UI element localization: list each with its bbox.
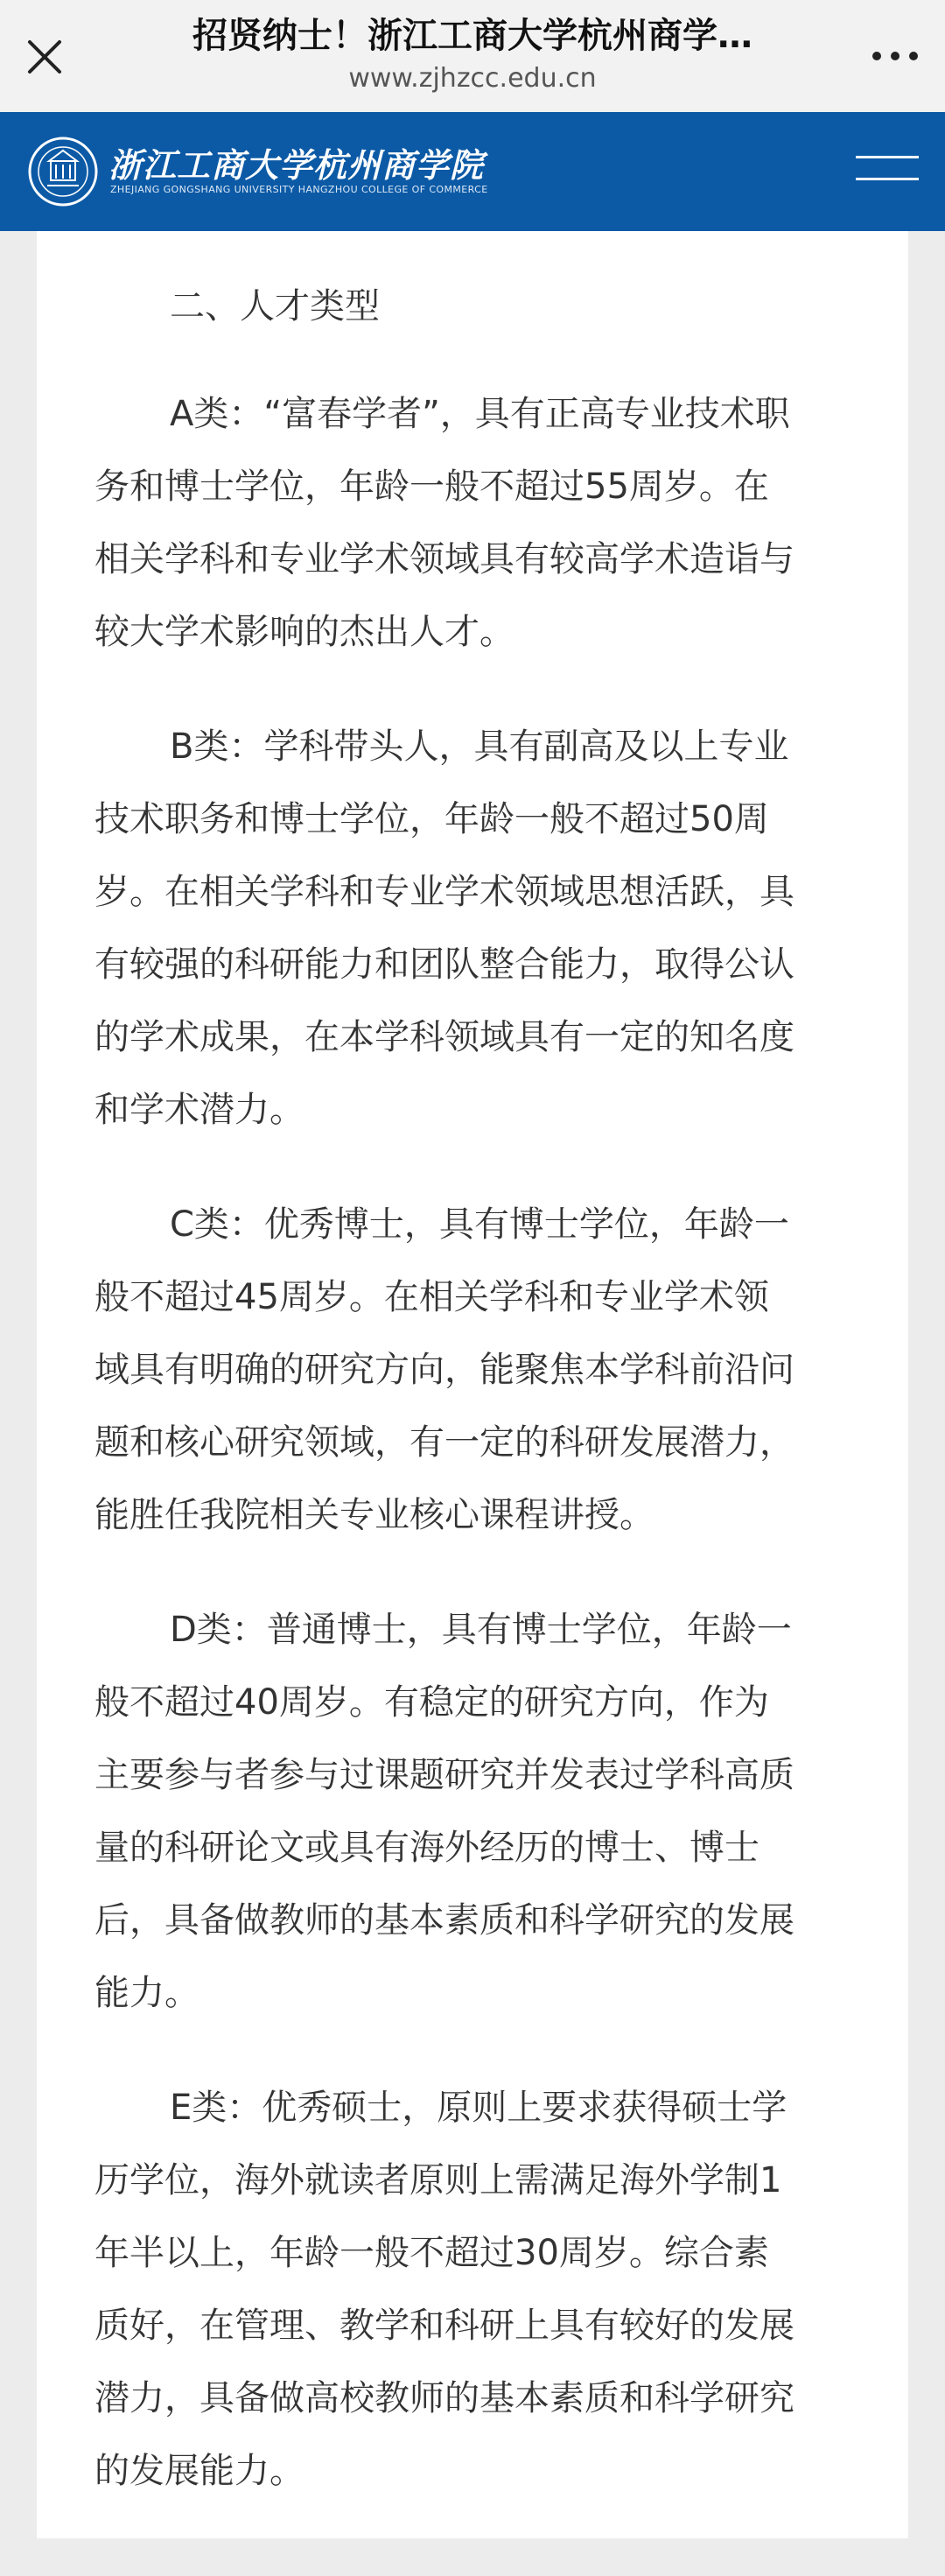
paragraph-line: 相关学科和专业学术领域具有较高学术造诣与 [94, 539, 794, 579]
paragraph-line: 域具有明确的研究方向，能聚焦本学科前沿问 [94, 1350, 794, 1390]
logo-text-chinese: 浙江工商大学杭州商学院 [108, 145, 485, 185]
paragraph-line: 的学术成果，在本学科领域具有一定的知名度 [94, 1017, 794, 1057]
browser-top-bar [0, 0, 945, 112]
paragraph-line: 题和核心研究领域，有一定的科研发展潜力， [94, 1422, 794, 1463]
paragraph-line: A类：“富春学者”，具有正高专业技术职 [170, 394, 790, 434]
talent-type-a-paragraph [94, 378, 847, 669]
page-title: 招贤纳士！浙江工商大学杭州商学… [192, 16, 752, 56]
paragraph-line: C类：优秀博士，具有博士学位，年龄一 [170, 1204, 789, 1245]
paragraph-line: 务和博士学位，年龄一般不超过55周岁。在 [94, 467, 769, 507]
paragraph-line: 量的科研论文或具有海外经历的博士、博士 [94, 1828, 760, 1868]
logo-text-english: ZHEJIANG GONGSHANG UNIVERSITY HANGZHOU COLLEGE OF COMMERCE [110, 184, 488, 195]
paragraph-line: 能胜任我院相关专业核心课程讲授。 [94, 1495, 654, 1535]
paragraph-line: B类：学科带头人，具有副高及以上专业 [170, 726, 789, 767]
paragraph-line: 较大学术影响的杰出人才。 [94, 612, 514, 652]
close-icon[interactable] [19, 30, 72, 82]
talent-type-d-paragraph [94, 1594, 847, 2030]
paragraph-line: E类：优秀硕士，原则上要求获得硕士学 [170, 2088, 788, 2128]
browser-title-area [122, 11, 822, 96]
college-logo[interactable] [26, 135, 488, 208]
talent-type-c-paragraph [94, 1189, 847, 1552]
talent-type-e-paragraph [94, 2072, 847, 2508]
paragraph-line: 主要参与者参与过课题研究并发表过学科高质 [94, 1755, 794, 1795]
paragraph-line: 技术职务和博士学位，年龄一般不超过50周 [94, 799, 769, 839]
paragraph-line: 潜力，具备做高校教师的基本素质和科学研究 [94, 2378, 794, 2418]
paragraph-line: 般不超过40周岁。有稳定的研究方向，作为 [94, 1682, 769, 1723]
paragraph-line: D类：普通博士，具有博士学位，年龄一 [170, 1610, 792, 1650]
college-seal-icon [26, 135, 100, 208]
paragraph-line: 的发展能力。 [94, 2451, 304, 2491]
paragraph-line: 质好，在管理、教学和科研上具有较好的发展 [94, 2306, 794, 2346]
more-dots-icon[interactable] [864, 30, 926, 82]
hamburger-menu-icon[interactable] [856, 156, 919, 187]
paragraph-line: 能力。 [94, 1973, 200, 2013]
paragraph-line: 有较强的科研能力和团队整合能力，取得公认 [94, 944, 794, 985]
article-content-card [37, 231, 908, 2538]
paragraph-line: 和学术潜力。 [94, 1090, 304, 1130]
paragraph-line: 历学位，海外就读者原则上需满足海外学制1 [94, 2160, 782, 2200]
page-url: www.zjhzcc.edu.cn [348, 63, 597, 94]
site-header [0, 112, 945, 231]
talent-type-b-paragraph [94, 711, 847, 1147]
paragraph-line: 后，具备做教师的基本素质和科学研究的发展 [94, 1900, 794, 1941]
paragraph-line: 年半以上，年龄一般不超过30周岁。综合素 [94, 2233, 769, 2273]
paragraph-line: 般不超过45周岁。在相关学科和专业学术领 [94, 1277, 769, 1317]
section-heading: 二、人才类型 [170, 286, 380, 326]
paragraph-line: 岁。在相关学科和专业学术领域思想活跃，具 [94, 872, 794, 912]
